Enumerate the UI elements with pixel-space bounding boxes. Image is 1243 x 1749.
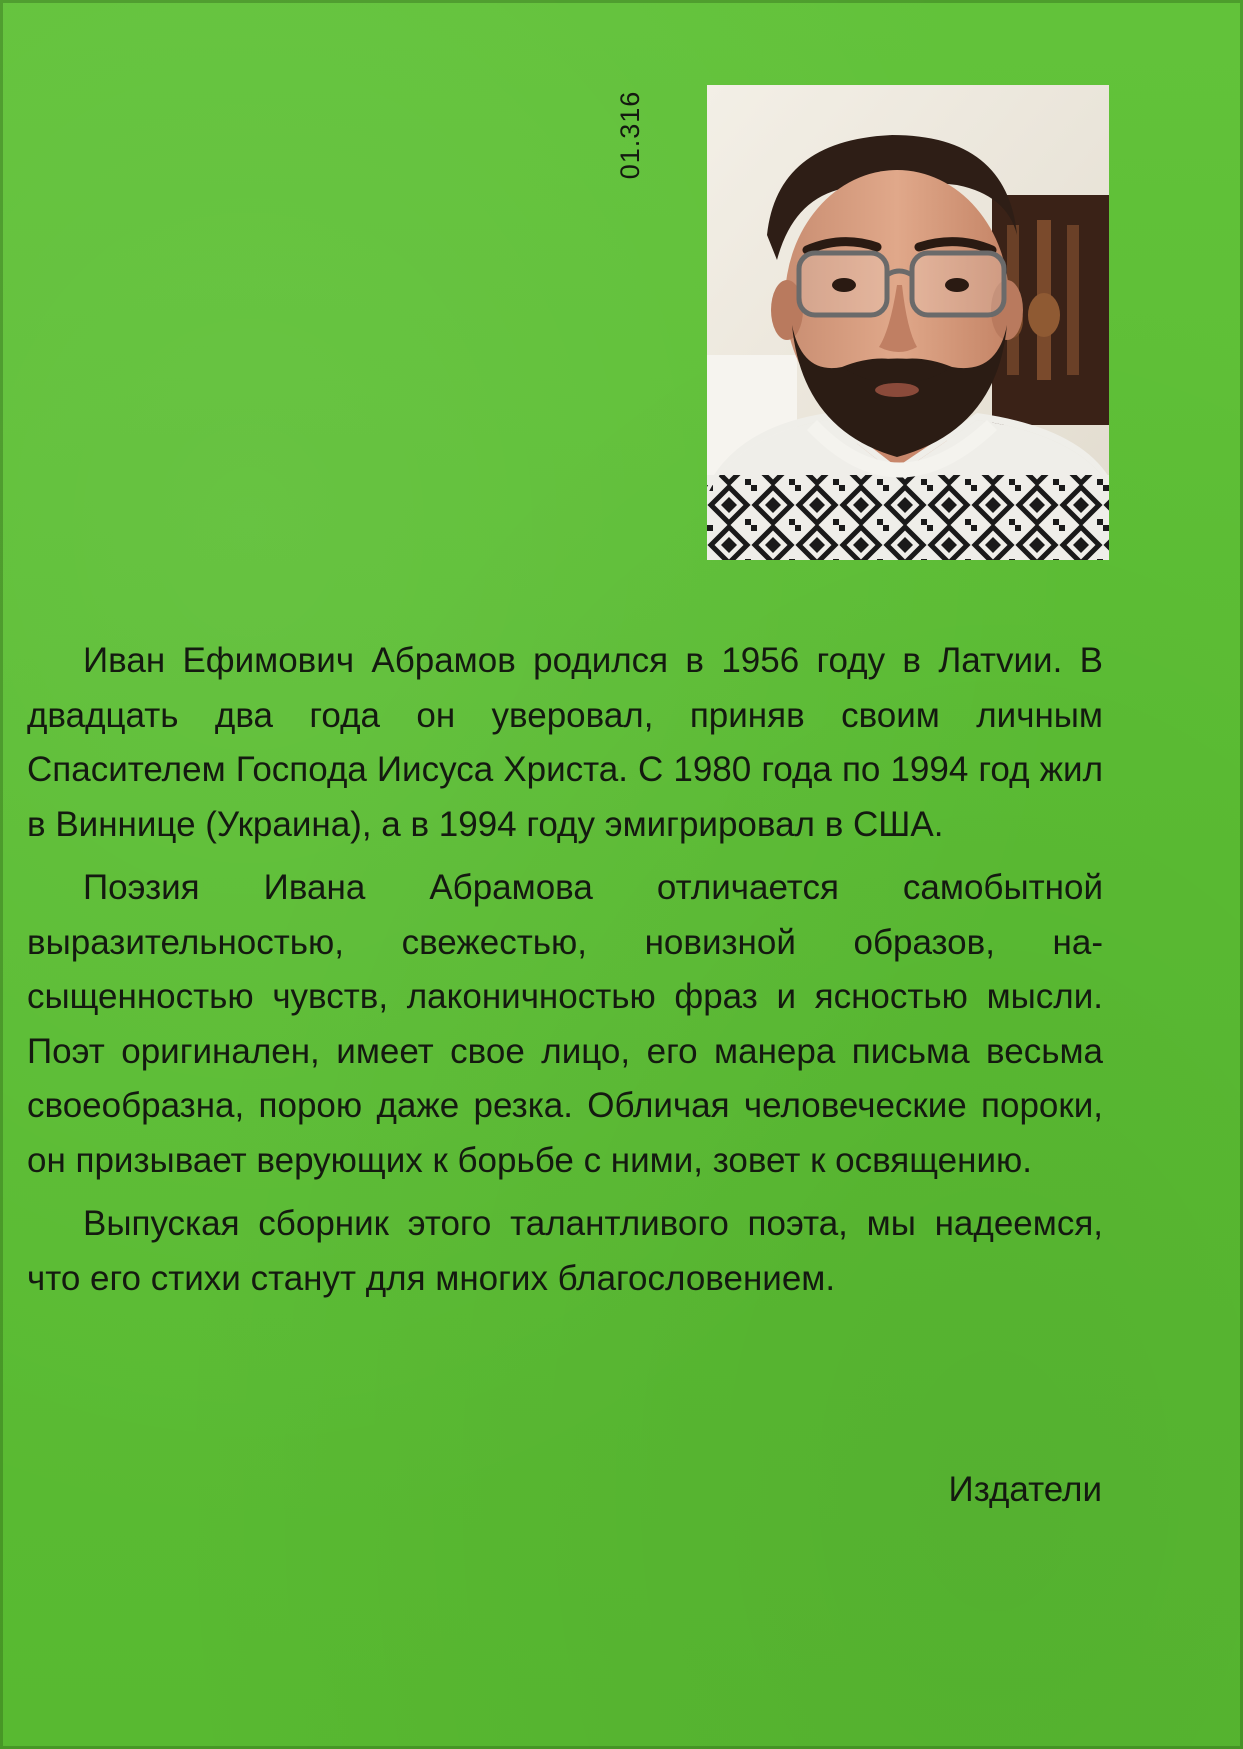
author-biography	[27, 634, 1103, 1315]
bio-paragraph-3: Выпуская сборник этого талантливого поэта, мы надеемся, что его стихи станут для многих благословением.	[27, 1204, 1103, 1298]
author-portrait	[707, 85, 1109, 560]
author-portrait-icon	[707, 85, 1109, 560]
bio-paragraph-2: Поэзия Ивана Абрамова отличается самобытной выразительностью, свежестью, новизной образов, насыщенностью чувств, лаконичностью фраз и ясностью мысли. Поэт оригинален, имеет свое лицо, его манера письма весьма своеобразна, порою даже резка. Обличая человеческие пороки, он призывает верующих к борьбе с ними, зовет к освящению.	[27, 868, 1103, 1180]
bio-paragraph-1: Иван Ефимович Абрамов родился в 1956 году в Латvии. В двадцать два года он уверовал, приняв своим личным Спасителем Господа Иисуса Христа. С 1980 года по 1994 год жил в Виннице (Украина), а в 1994 году эмигрировал в США.	[27, 641, 1103, 844]
catalog-code: 01.316	[615, 90, 645, 180]
publisher-signature: Издатели	[948, 1470, 1102, 1509]
